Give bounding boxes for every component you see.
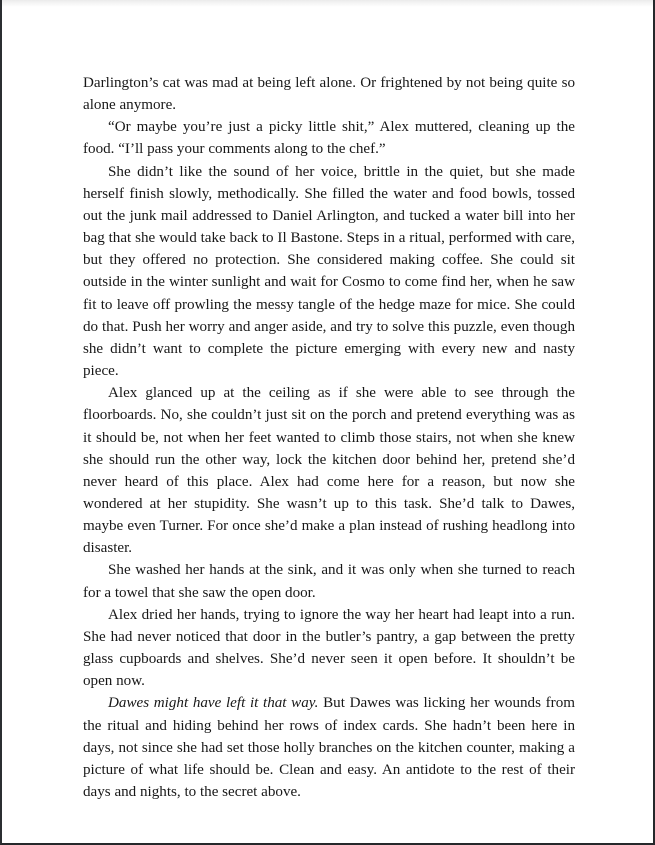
paragraph-4: Alex glanced up at the ceiling as if she were able to see through the floorboards. No, she couldn’t just sit on the porch and pretend everything was as it should be, not when her feet wanted to climb those stairs, not when she knew she should run the other way, lock the kitchen door behind her, pretend she’d never heard of this place. Alex had come here for a reason, but now she wondered at her stupidity. She wasn’t up to this task. She’d talk to Dawes, maybe even Turner. For once she’d make a plan instead of rushing headlong into disaster. — [83, 385, 575, 557]
paragraph-7-remainder: But Dawes was licking her wounds from the ritual and hiding behind her rows of index cards. She hadn’t been here in days, not since she had set those holly branches on the kitchen counter, making a picture of what life should be. Clean and easy. An antidote to the rest of their days and nights, to the secret above. — [83, 695, 575, 800]
paragraph-7 — [83, 692, 575, 803]
body-text-column — [83, 72, 575, 803]
paragraph-5: She washed her hands at the sink, and it was only when she turned to reach for a towel that she saw the open door. — [83, 562, 575, 601]
page-top-shading — [2, 0, 653, 7]
paragraph-3: She didn’t like the sound of her voice, brittle in the quiet, but she made herself finish slowly, methodically. She filled the water and food bowls, tossed out the junk mail addressed to Daniel Arlington, and tucked a water bill into her bag that she would take back to Il Bastone. Steps in a ritual, performed with care, but they offered no protection. She considered making coffee. She could sit outside in the winter sunlight and wait for Cosmo to come find her, when he saw fit to leave off prowling the messy tangle of the hedge maze for mice. She could do that. Push her worry and anger aside, and try to solve this puzzle, even though she didn’t want to complete the picture emerging with every new and nasty piece. — [83, 163, 575, 380]
paragraph-6: Alex dried her hands, trying to ignore the way her heart had leapt into a run. She had never noticed that door in the butler’s pantry, a gap between the pretty glass cupboards and shelves. She’d never seen it open before. It shouldn’t be open now. — [83, 606, 575, 690]
italic-thought-phrase: Dawes might have left it that way. — [108, 695, 319, 712]
paragraph-2: “Or maybe you’re just a picky little shit,” Alex muttered, cleaning up the food. “I’ll pass your comments along to the chef.” — [83, 119, 575, 158]
paragraph-1: Darlington’s cat was mad at being left alone. Or frightened by not being quite so alone anymore. — [83, 75, 575, 114]
